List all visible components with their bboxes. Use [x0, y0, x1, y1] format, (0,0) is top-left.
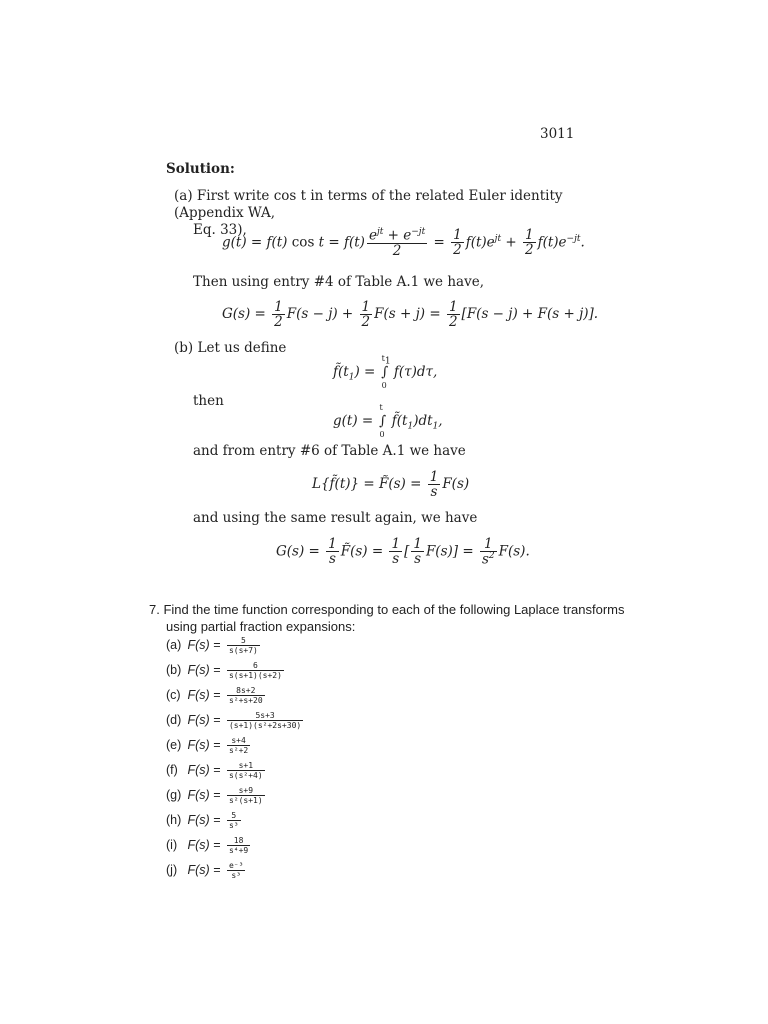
list-item: (b) F(s) = $\frac{6}{s(s+1)(s+2)}$	[166, 661, 282, 681]
problem-7-line1: Find the time function corresponding to each of the following Laplace transforms	[163, 602, 625, 617]
part-b-equation-2: g(t) = ∫ t 0 $f̃(t_1)dt_1$,	[333, 403, 443, 439]
list-item: (h) F(s) = $\frac{5}{\text{s³}}$	[166, 811, 239, 831]
part-b-text3: and from entry #6 of Table A.1 we have	[193, 443, 466, 459]
list-item: (e) F(s) = $\frac{s+4}{\text{s²+2}}$	[166, 736, 249, 756]
part-a-label: (a)	[174, 188, 193, 204]
part-b-intro	[174, 340, 574, 357]
part-b-equation-1: $f̃(t_1)$ = ∫ $t_1$ 0 f(τ)dτ,	[333, 354, 438, 390]
list-item: (f) F(s) = $\frac{s+1}{\text{s(s²+4)}}$	[166, 761, 263, 781]
part-a-line1: First write cos t in terms of the related Euler identity (Appendix WA,	[174, 188, 563, 221]
list-item: (d) F(s) = $\frac{5s+3}{\text{(s+1)(s²+2s+30)}}$	[166, 711, 302, 731]
list-item: (j) F(s) = $\frac{\text{e⁻³}}{\text{s³}}$	[166, 861, 244, 881]
list-item: (c) F(s) = $\frac{8s+2}{\text{s²+s+20}}$	[166, 686, 263, 706]
list-item: (i) F(s) = $\frac{18}{\text{s⁴+9}}$	[166, 836, 249, 856]
solution-heading: Solution:	[166, 161, 235, 177]
part-b-label: (b)	[174, 340, 194, 356]
problem-7-line2: using partial fraction expansions:	[166, 619, 356, 634]
part-b-text4: and using the same result again, we have	[193, 510, 478, 526]
part-b-equation-3: L{f̃(t)} = F̃(s) = $\frac{1}{s}$ F(s)	[312, 469, 470, 501]
part-a-equation-1: g(t) = f(t) cos t = f(t) $\frac{e^{jt} + e^{-jt}}{2}$ = $\frac{1}{2}$ $f(t)e^{jt}$ + $\frac{1}{2}$ $f(t)e^{-jt}$.	[222, 227, 585, 259]
part-a-text2: Then using entry #4 of Table A.1 we have,	[193, 274, 484, 290]
problem-7-number: 7.	[149, 602, 160, 617]
part-b-text2: then	[193, 393, 224, 409]
part-b-text1: Let us define	[197, 340, 287, 356]
page-number: 3011	[540, 126, 575, 142]
problem-7-statement	[149, 601, 625, 635]
part-a-equation-2: G(s) = $\frac{1}{2}$ F(s − j) + $\frac{1}{2}$ F(s + j) = $\frac{1}{2}$ [F(s − j) + F(s + j)].	[222, 299, 599, 331]
list-item: (g) F(s) = $\frac{s+9}{\text{s²(s+1)}}$	[166, 786, 263, 806]
list-item: (a) F(s) = $\frac{5}{s(s+7)}$	[166, 636, 258, 656]
part-b-equation-4: G(s) = $\frac{1}{s}$ F̃(s) = $\frac{1}{s}$ [ $\frac{1}{s}$ F(s)] = $\frac{1}{s^2}$ F(s).	[276, 536, 530, 568]
part-a-line2: Eq. 33),	[193, 222, 247, 238]
